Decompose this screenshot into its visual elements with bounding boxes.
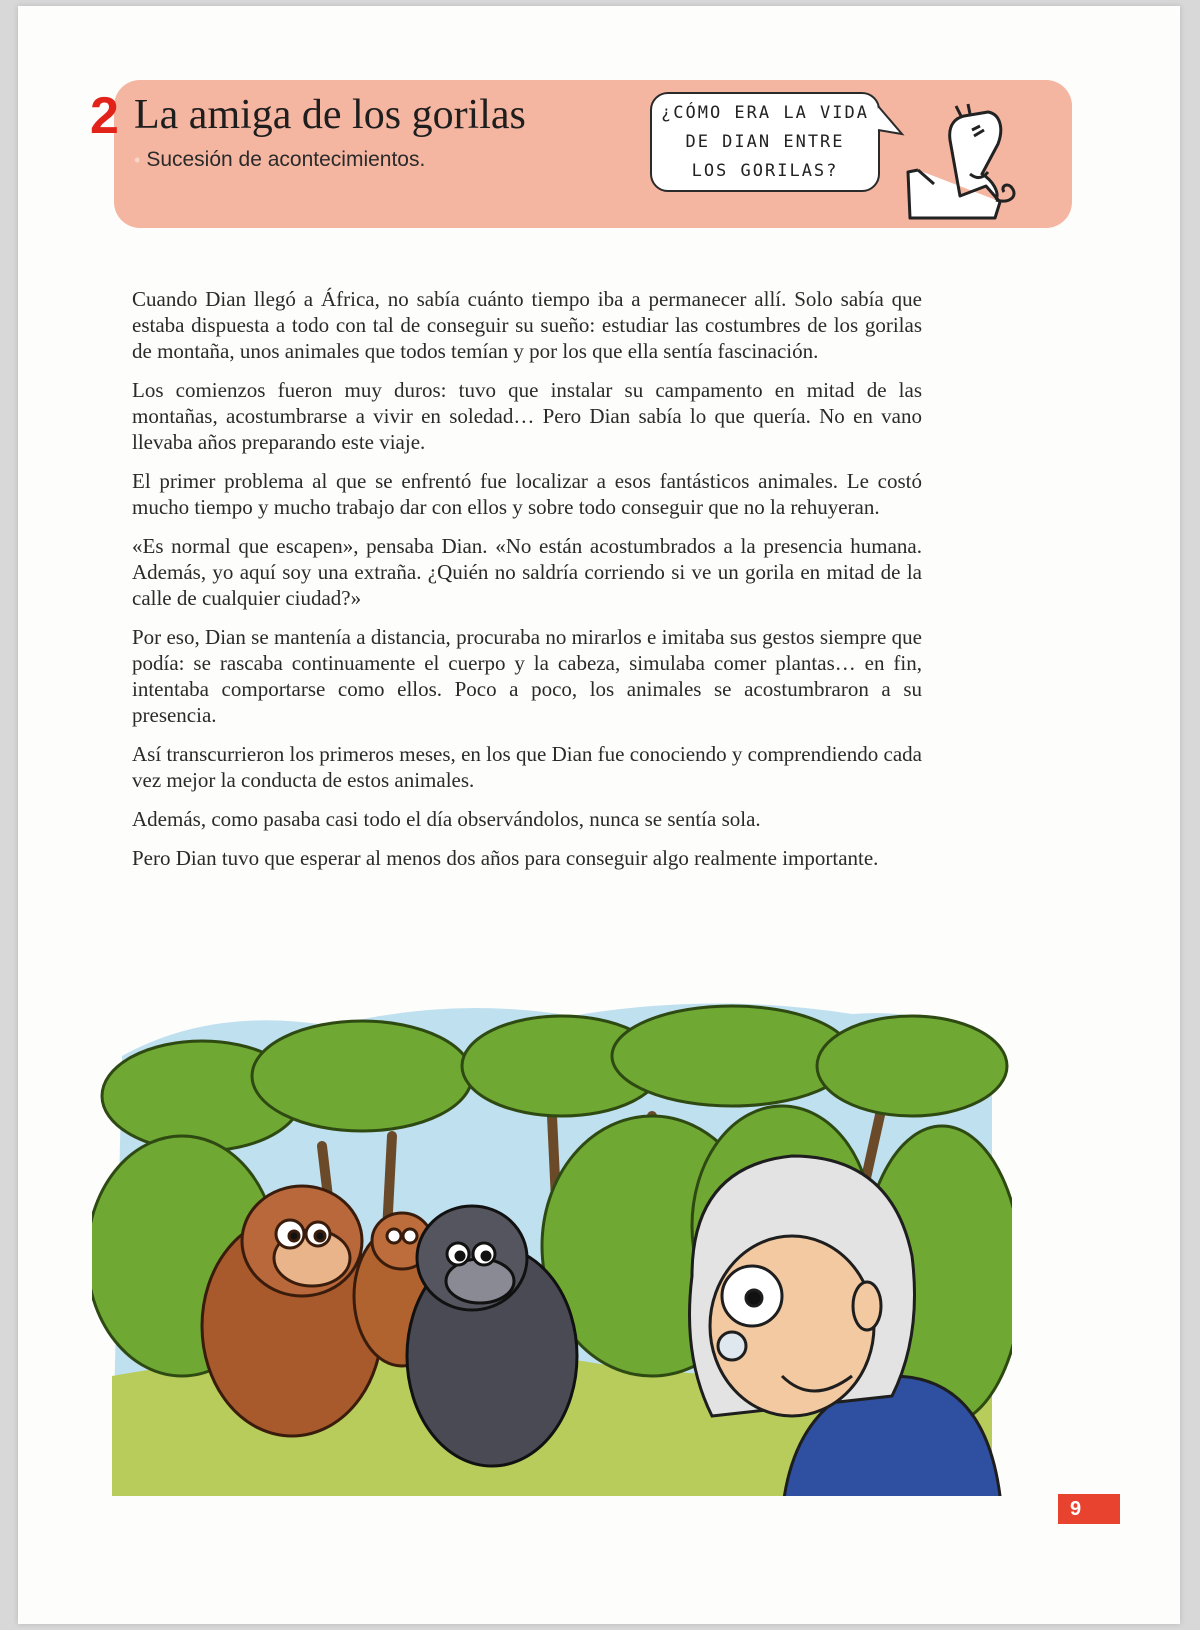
lesson-title: La amiga de los gorilas [134,92,526,138]
subtitle-text: Sucesión de acontecimientos. [146,148,426,171]
story-paragraph: Cuando Dian llegó a África, no sabía cuánto tiempo iba a permanecer allí. Solo sabía que estaba dispuesta a todo con tal de conseguir su sueño: estudiar las costumbres de los gorilas de montaña, unos animales que todos temían y por los que ella sentía fascinación. [132,287,922,363]
gorillas-forest-illustration [92,996,1012,1496]
bubble-line: LOS GORILAS? [691,160,839,181]
story-paragraph: Por eso, Dian se mantenía a distancia, procuraba no mirarlos e imitaba sus gestos siempre que podía: se rascaba continuamente el cuerpo y la cabeza, simulaba comer plantas… en fin, intentaba comportarse como ellos. Poco a poco, los animales se acostumbraron a su presencia. [132,625,922,727]
subtitle-bullet: • [134,150,141,170]
bubble-line: ¿CÓMO ERA LA VIDA [661,102,869,123]
bubble-line: DE DIAN ENTRE [685,131,845,152]
story-paragraph: Pero Dian tuvo que esperar al menos dos años para conseguir algo realmente importante. [132,846,879,870]
mascot-character-icon [900,100,1030,226]
page-number: 9 [1058,1494,1120,1524]
story-paragraph: Los comienzos fueron muy duros: tuvo que instalar su campamento en mitad de las montañas, acostumbrarse a vivir en soledad… Pero Dian sabía lo que quería. No en vano llevaba años preparando este viaje. [132,378,922,454]
story-paragraph: El primer problema al que se enfrentó fue localizar a esos fantásticos animales. Le costó mucho tiempo y mucho trabajo dar con ellos y sobre todo conseguir que no la rehuyeran. [132,469,922,519]
lesson-number: 2 [90,87,119,145]
story-paragraph: Así transcurrieron los primeros meses, en los que Dian fue conociendo y comprendiendo cada vez mejor la conducta de estos animales. [132,742,922,792]
story-text [132,286,922,884]
lesson-subtitle [134,148,425,172]
story-paragraph: «Es normal que escapen», pensaba Dian. «No están acostumbrados a la presencia humana. Además, yo aquí soy una extraña. ¿Quién no saldría corriendo si ve un gorila en mitad de la calle de cualquier ciudad?» [132,534,922,610]
speech-bubble [650,92,880,192]
story-paragraph: Además, como pasaba casi todo el día observándolos, nunca se sentía sola. [132,807,761,831]
